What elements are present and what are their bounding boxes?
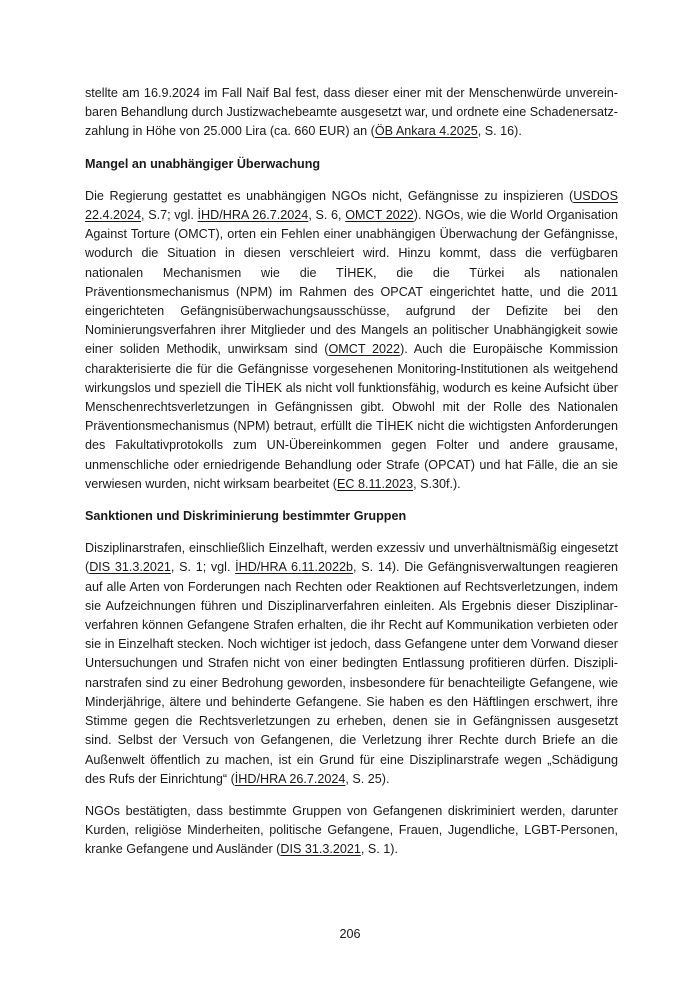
source-link-omct[interactable]: OMCT 2022 [345, 208, 414, 223]
text: ). Auch die Europäische Kommission charakterisierte die für die Gefängnisse vorgesehenen Monitoring-Institutionen als weitgehend wirkungslos und speziell die TİHEK als nicht voll funktionsfähig, wodurch es keine Aufsicht über Menschenrechtsverletzungen in Gefängnissen gibt. Obwohl mit der Rolle des Nationalen Präventionsmechanismus (NPM) betraut, erfüllt die TİHEK nicht die wichtigsten Anforderungen des Fakultativprotokolls zum UN-Übereinkommen gegen Folter und andere grausame, unmenschliche oder erniedrigende Behandlung oder Strafe (OPCAT) und hat Fälle, die an sie verwiesen wurden, nicht wirksam bearbeitet ( [85, 342, 618, 491]
source-link-dis-2[interactable]: DIS 31.3.2021 [280, 842, 361, 857]
paragraph-sanctions [85, 539, 618, 789]
text: Die Regierung gestattet es unabhängigen NGOs nicht, Gefängnisse zu inspizieren ( [85, 188, 574, 203]
text: , S. 25). [345, 771, 390, 786]
section-heading-sanctions: Sanktionen und Diskriminierung bestimmter Gruppen [85, 509, 407, 524]
text: , S. 16). [477, 124, 522, 139]
document-page [85, 84, 618, 873]
text: NGOs bestätigten, dass bestimmte Gruppen von Gefangenen diskriminiert werden, darunter Kurden, religiöse Minderheiten, politische Gefangene, Frauen, Jugendliche, LGBT-Personen, kranke Gefangene und Ausländer ( [85, 803, 618, 857]
source-link-ihd-hra-2024[interactable]: İHD/HRA 26.7.2024 [234, 771, 346, 786]
source-link-ihd-hra[interactable]: İHD/HRA 26.7.2024 [197, 208, 309, 223]
text: , S.7; vgl. [141, 208, 198, 223]
source-link-ihd-hra-2022[interactable]: İHD/HRA 6.11.2022b [235, 560, 354, 575]
section-heading-monitoring: Mangel an unabhängiger Überwachung [85, 156, 321, 171]
text: ). NGOs, wie die World Organisation Against Torture (OMCT), orten ein Fehlen einer unabhängigen Überwachung der Gefängnisse, wodurch die Situation in diesen verschleiert wird. Hinzu kommt, dass die verfügbaren nationalen Mechanismen wie die TİHEK, die die Türkei als nationalen Präventionsmechanismus (NPM) im Rahmen des OPCAT eingerichtet hatte, und die 2011 eingerichteten Gefängnisüberwachungsausschüsse, aufgrund der Defizite bei den Nominierungsverfahren ihrer Mitglieder und des Mangels an politischer Unabhängigkeit sowie einer soliden Methodik, unwirksam sind ( [85, 208, 619, 357]
text: Disziplinarstrafen, einschließlich Einzelhaft, werden exzessiv und unverhältnismäßig eingesetzt ( [85, 541, 618, 575]
paragraph-monitoring [85, 187, 618, 494]
source-link-oeb-ankara[interactable]: ÖB Ankara 4.2025 [374, 124, 478, 139]
source-link-omct-2[interactable]: OMCT 2022 [328, 342, 401, 357]
paragraph-discrimination [85, 802, 618, 860]
text: stellte am 16.9.2024 im Fall Naif Bal fest, dass dieser einer mit der Menschenwürde unvereinbaren Behandlung durch Justizwachebeamte ausgesetzt war, und ordnete eine Schadenersatzzahlung in Höhe von 25.000 Lira (ca. 660 EUR) an ( [85, 86, 618, 139]
text: , S. 14). Die Gefängnisverwaltungen reagieren auf alle Arten von Forderungen nach Rechten oder Reaktionen auf Rechtsverletzungen, indem sie Aufzeichnungen führen und Disziplinarverfahren einleiten. Als Ergebnis dieser Disziplinarverfahren können Gefangene Strafen erhalten, die ihr Recht auf Kommunikation verbieten oder sie in Einzelhaft stecken. Noch wichtiger ist jedoch, dass Gefangene unter dem Vorwand dieser Untersuchungen und Strafen nicht von einer bedingten Entlassung profitieren dürfen. Disziplinarstrafen sind zu einer Bedrohung geworden, insbesondere für benachteiligte Gefangene, wie Minderjährige, ältere und behinderte Gefangene. Sie haben es den Häftlingen erschwert, ihre Stimme gegen die Rechtsverletzungen zu erheben, denen sie in Gefängnissen ausgesetzt sind. Selbst der Versuch von Gefangenen, die Verletzung ihrer Rechte durch Briefe an die Außenwelt öffentlich zu machen, ist ein Grund für eine Disziplinarstrafe wegen „Schädigung des Rufs der Einrichtung“ ( [85, 560, 618, 786]
text: , S. 1; vgl. [170, 560, 236, 575]
paragraph-naif-bal [85, 84, 618, 142]
page-number: 206 [339, 927, 361, 941]
text: , S. 1). [360, 842, 398, 857]
source-link-ec[interactable]: EC 8.11.2023 [336, 476, 414, 491]
source-link-dis[interactable]: DIS 31.3.2021 [89, 560, 171, 575]
text: , S. 6, [308, 208, 346, 223]
source-link-usdos[interactable]: USDOS 22.4.2024 [85, 188, 618, 223]
text: , S.30f.). [413, 476, 461, 491]
